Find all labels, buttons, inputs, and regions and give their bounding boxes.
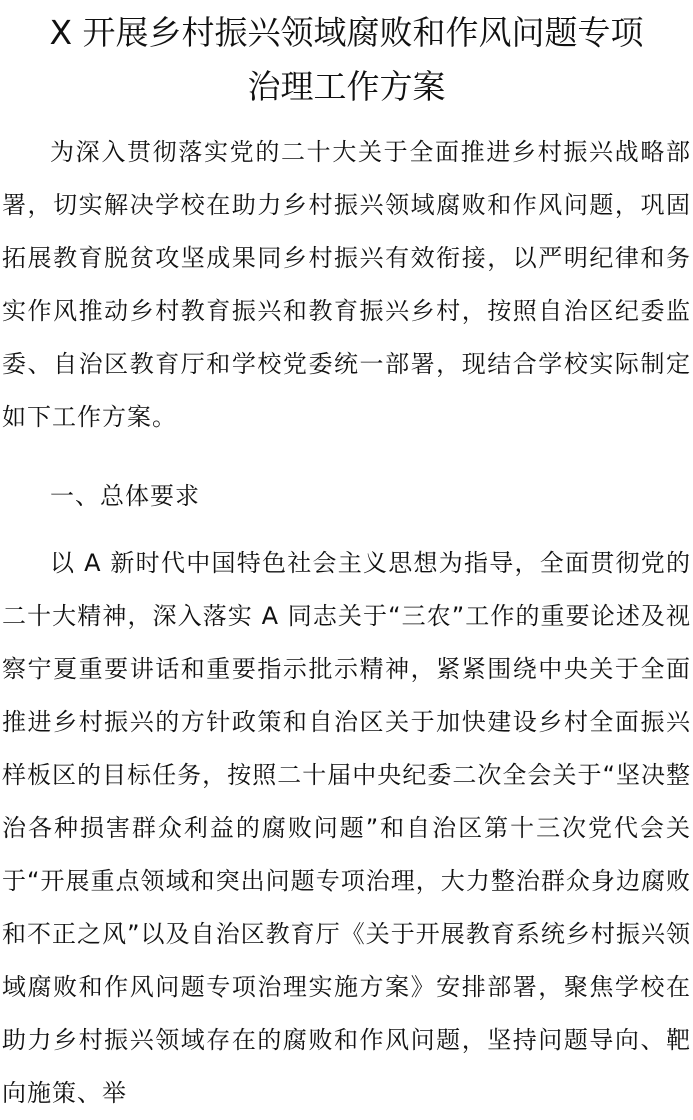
title-line-2: 治理工作方案 <box>247 67 446 106</box>
document-title <box>0 0 693 114</box>
section-1-heading: 一、总体要求 <box>50 482 200 510</box>
section-1-paragraph: 以 A 新时代中国特色社会主义思想为指导，全面贯彻党的二十大精神，深入落实 A 同志关于“三农”工作的重要论述及视察宁夏重要讲话和重要指示批示精神，紧紧围绕中央关于全面推进乡村振兴的方针政策和自治区关于加快建设乡村全面振兴样板区的目标任务，按照二十届中央纪委二次全会关于“坚决整治各种损害群众利益的腐败问题”和自治区第十三次党代会关于“开展重点领域和突出问题专项治理，大力整治群众身边腐败和不正之风”以及自治区教育厅《关于开展教育系统乡村振兴领域腐败和作风问题专项治理实施方案》安排部署，聚焦学校在助力乡村振兴领域存在的腐败和作风问题，坚持问题导向、靶向施策、举 <box>2 549 691 1107</box>
intro-paragraph: 为深入贯彻落实党的二十大关于全面推进乡村振兴战略部署，切实解决学校在助力乡村振兴领域腐败和作风问题，巩固拓展教育脱贫攻坚成果同乡村振兴有效衔接，以严明纪律和务实作风推动乡村教育振兴和教育振兴乡村，按照自治区纪委监委、自治区教育厅和学校党委统一部署，现结合学校实际制定如下工作方案。 <box>2 138 691 431</box>
document-body <box>0 126 693 1120</box>
title-line-1: X 开展乡村振兴领域腐败和作风问题专项 <box>49 13 644 52</box>
